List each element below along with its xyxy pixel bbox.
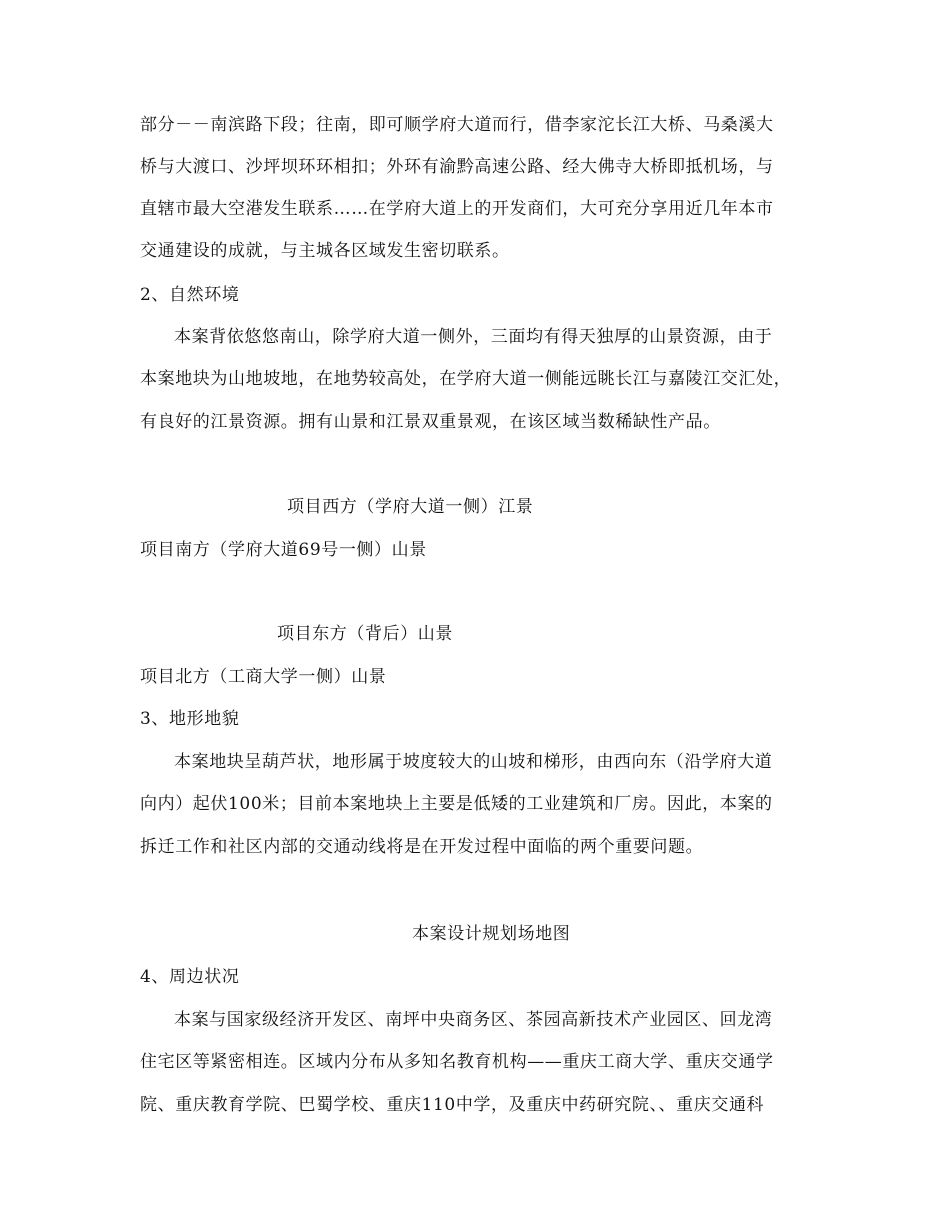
paragraph-line: 部分－－南滨路下段；往南，即可顺学府大道而行，借李家沱长江大桥、马桑溪大 (140, 115, 774, 135)
figure-caption: 项目东方（背后）山景 (277, 624, 453, 644)
section-heading: 3、地形地貌 (140, 709, 240, 729)
figure-caption: 项目南方（学府大道69号一侧）山景 (140, 540, 427, 560)
figure-caption: 项目北方（工商大学一侧）山景 (140, 667, 387, 687)
paragraph-line: 本案背依悠悠南山，除学府大道一侧外，三面均有得天独厚的山景资源，由于 (174, 327, 773, 347)
paragraph-line: 交通建设的成就，与主城各区域发生密切联系。 (140, 241, 510, 261)
paragraph-line: 拆迁工作和社区内部的交通动线将是在开发过程中面临的两个重要问题。 (140, 837, 704, 857)
paragraph-line: 本案地块呈葫芦状，地形属于坡度较大的山坡和梯形，由西向东（沿学府大道 (174, 752, 773, 772)
figure-caption: 项目西方（学府大道一侧）江景 (287, 497, 534, 517)
paragraph-line: 院、重庆教育学院、巴蜀学校、重庆110中学，及重庆中药研究院、、重庆交通科 (140, 1095, 765, 1115)
section-heading: 4、周边状况 (140, 967, 240, 987)
paragraph-line: 有良好的江景资源。拥有山景和江景双重景观，在该区域当数稀缺性产品。 (140, 412, 721, 432)
paragraph-line: 桥与大渡口、沙坪坝环环相扣；外环有渝黔高速公路、经大佛寺大桥即抵机场，与 (140, 157, 774, 177)
figure-caption: 本案设计规划场地图 (412, 924, 571, 944)
paragraph-line: 本案与国家级经济开发区、南坪中央商务区、茶园高新技术产业园区、回龙湾 (174, 1010, 773, 1030)
paragraph-line: 住宅区等紧密相连。区域内分布从多知名教育机构——重庆工商大学、重庆交通学 (140, 1052, 774, 1072)
paragraph-line: 本案地块为山地坡地，在地势较高处，在学府大道一侧能远眺长江与嘉陵江交汇处， (140, 369, 792, 389)
paragraph-line: 向内）起伏100米；目前本案地块上主要是低矮的工业建筑和厂房。因此，本案的 (140, 794, 773, 814)
section-heading: 2、自然环境 (140, 285, 240, 305)
paragraph-line: 直辖市最大空港发生联系……在学府大道上的开发商们，大可充分享用近几年本市 (140, 199, 774, 219)
